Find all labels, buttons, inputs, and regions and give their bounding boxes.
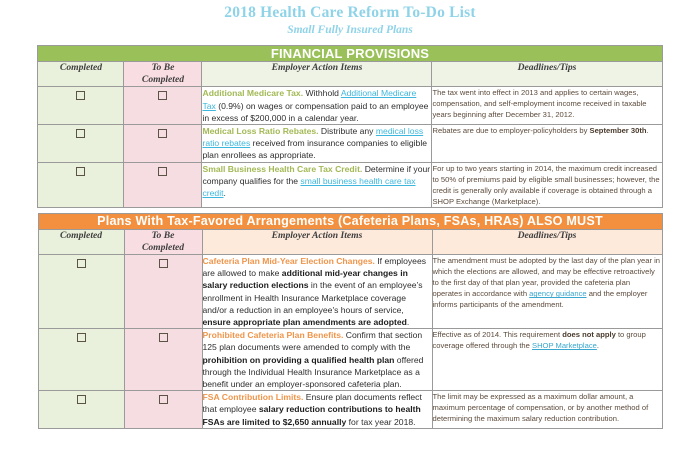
to-be-line2: Completed	[141, 74, 185, 86]
action-lead: Prohibited Cafeteria Plan Benefits.	[202, 330, 344, 341]
table-row	[38, 329, 662, 391]
action-item-cell: Small Business Health Care Tax Credit. Determine if your company qualifies for the small business health care tax credit.	[202, 162, 432, 207]
checkbox-to-be-completed-icon[interactable]	[158, 167, 167, 176]
to-be-completed-cell[interactable]	[124, 391, 202, 429]
link-additional-medicare-tax[interactable]: Additional Medicare Tax	[202, 88, 417, 111]
completed-cell[interactable]	[38, 124, 124, 162]
deadline-text: The amendment must be adopted by the last day of the plan year in which the elections are allowed, and may be effective retroactively to the first day of that plan year, provided the cafeteria plan operates in accordance with agency guidance and the employer informs participants of the amendment.	[432, 255, 661, 310]
deadline-bold: September 30th	[589, 125, 647, 135]
to-be-line1: To Be	[151, 229, 175, 241]
deadline-tip-cell	[432, 124, 662, 162]
checkbox-to-be-completed-icon[interactable]	[158, 129, 167, 138]
section-banner-row	[38, 45, 662, 62]
page-title: 2018 Health Care Reform To-Do List	[224, 4, 476, 21]
financial-provisions-table	[37, 45, 662, 208]
table-row	[38, 87, 662, 125]
action-item-cell: Medical Loss Ratio Rebates. Distribute any medical loss ratio rebates received from insurance companies to eligible plan enrollees as appropriate.	[202, 124, 432, 162]
action-item-cell: FSA Contribution Limits. Ensure plan documents reflect that employee salary reduction contributions to health FSAs are limited to $2,650 annually for tax year 2018.	[202, 391, 432, 429]
to-be-line2: Completed	[141, 241, 185, 253]
column-header-deadlines-tips: Deadlines/Tips	[432, 229, 662, 254]
checkbox-to-be-completed-icon[interactable]	[159, 259, 168, 268]
action-lead: Cafeteria Plan Mid-Year Election Changes.	[202, 255, 375, 266]
link-medical-loss-ratio-rebates[interactable]: medical loss ratio rebates	[202, 125, 424, 149]
to-be-line1: To Be	[151, 62, 175, 74]
section-banner-tax-favored: Plans With Tax-Favored Arrangements (Cafeteria Plans, FSAs, HRAs) ALSO MUST	[38, 213, 662, 229]
checkbox-completed-icon[interactable]	[76, 129, 85, 138]
action-lead: FSA Contribution Limits.	[202, 392, 304, 403]
deadline-text: Effective as of 2014. This requirement does not apply to group coverage offered through the SHOP Marketplace.	[432, 330, 646, 351]
tax-favored-arrangements-table	[38, 213, 663, 429]
checkbox-completed-icon[interactable]	[77, 333, 86, 342]
column-header-employer-action-items: Employer Action Items	[202, 62, 432, 87]
column-header-to-be-completed	[124, 62, 202, 87]
action-item-cell: Additional Medicare Tax. Withhold Additional Medicare Tax (0.9%) on wages or compensation paid to an employee in excess of $200,000 in a calendar year.	[202, 87, 432, 125]
table-row	[38, 162, 662, 207]
checkbox-completed-icon[interactable]	[77, 259, 86, 268]
deadline-text: For up to two years starting in 2014, the maximum credit increased to 50% of premiums paid by eligible small businesses; however, the credit is generally only available if coverage is obtained through a SHOP Exchange (Marketplace).	[432, 163, 660, 206]
column-header-employer-action-items: Employer Action Items	[202, 229, 432, 254]
deadline-tip-cell	[432, 329, 662, 391]
deadline-text: The tax went into effect in 2013 and applies to certain wages, compensation, and self-employment income received in taxable years beginning after December 31, 2012.	[432, 88, 647, 120]
column-header-row	[38, 62, 662, 87]
title-block	[0, 0, 700, 38]
action-item-cell: Cafeteria Plan Mid-Year Election Changes. If employees are allowed to make additional mid-year changes in salary reduction elections in the event of an employee’s enrollment in Health Insurance Marketplace coverage and/or a reduction in an employee's hours of service, ensure appropriate plan amendments are adopted.	[202, 254, 432, 328]
column-header-completed: Completed	[38, 62, 124, 87]
link-agency-guidance[interactable]: agency guidance	[529, 289, 587, 299]
completed-cell[interactable]	[38, 391, 124, 429]
to-be-completed-cell[interactable]	[124, 87, 202, 125]
to-be-completed-cell[interactable]	[124, 254, 202, 328]
deadline-text: The limit may be expressed as a maximum dollar amount, a maximum percentage of compensation, or by another method of determining the maximum salary reduction contribution.	[432, 392, 649, 424]
checkbox-completed-icon[interactable]	[76, 167, 85, 176]
table-row	[38, 124, 662, 162]
link-shop-marketplace[interactable]: SHOP Marketplace	[532, 341, 597, 351]
column-header-to-be-completed	[124, 229, 202, 254]
to-be-completed-cell[interactable]	[124, 329, 202, 391]
deadline-tip-cell	[432, 162, 662, 207]
column-header-completed: Completed	[38, 229, 124, 254]
column-header-deadlines-tips: Deadlines/Tips	[432, 62, 662, 87]
table-row	[38, 254, 662, 328]
column-header-row	[38, 229, 662, 254]
action-lead: Small Business Health Care Tax Credit.	[202, 163, 363, 174]
completed-cell[interactable]	[38, 87, 124, 125]
deadline-tip-cell	[432, 391, 662, 429]
deadline-tip-cell	[432, 254, 662, 328]
to-be-completed-cell[interactable]	[124, 162, 202, 207]
section-banner-financial: FINANCIAL PROVISIONS	[38, 45, 662, 62]
action-lead: Medical Loss Ratio Rebates.	[202, 125, 319, 136]
deadline-text: Rebates are due to employer-policyholders by September 30th.	[432, 125, 649, 135]
checkbox-to-be-completed-icon[interactable]	[159, 395, 168, 404]
to-be-completed-cell[interactable]	[124, 124, 202, 162]
action-lead: Additional Medicare Tax.	[202, 88, 304, 99]
link-small-business-health-care-tax-credit[interactable]: small business health care tax credit	[202, 175, 416, 198]
completed-cell[interactable]	[38, 162, 124, 207]
completed-cell[interactable]	[38, 329, 124, 391]
checkbox-completed-icon[interactable]	[77, 395, 86, 404]
deadline-bold: does not apply	[562, 330, 616, 340]
deadline-tip-cell	[432, 87, 662, 125]
checkbox-completed-icon[interactable]	[76, 91, 85, 100]
checkbox-to-be-completed-icon[interactable]	[159, 333, 168, 342]
checkbox-to-be-completed-icon[interactable]	[158, 91, 167, 100]
table-row	[38, 391, 662, 429]
section-banner-row	[38, 213, 662, 229]
page-subtitle: Small Fully Insured Plans	[287, 23, 413, 36]
action-item-cell: Prohibited Cafeteria Plan Benefits. Confirm that section 125 plan documents were amended to comply with the prohibition on providing a qualified health plan offered through the Individual Health Insurance Marketplace as a benefit under an employer-sponsored cafeteria plan.	[202, 329, 432, 391]
completed-cell[interactable]	[38, 254, 124, 328]
